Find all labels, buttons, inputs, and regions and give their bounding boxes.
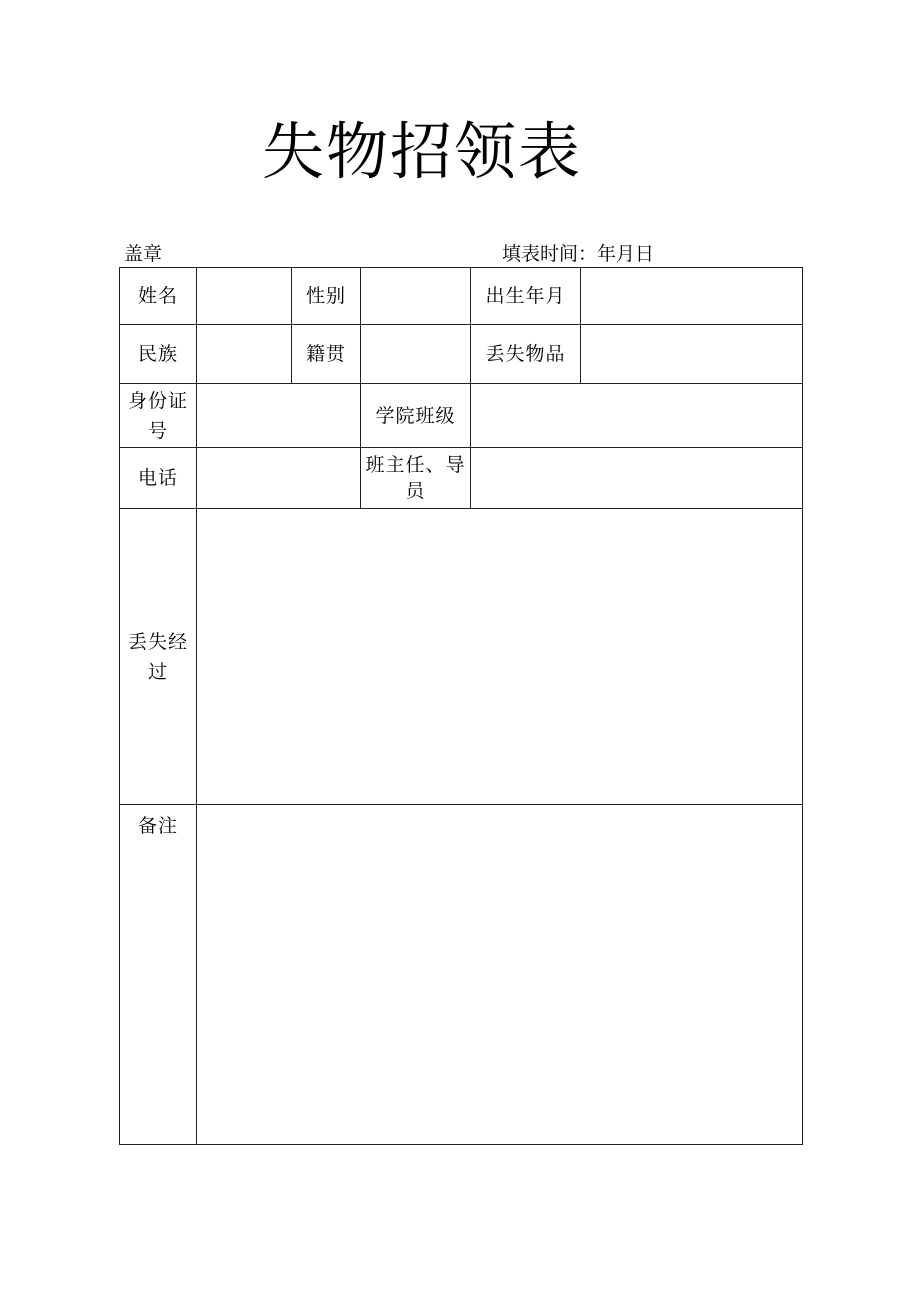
lost-found-form (119, 267, 803, 1145)
gender-field[interactable] (361, 268, 471, 325)
native-place-label: 籍贯 (292, 325, 361, 384)
lost-item-field[interactable] (581, 325, 803, 384)
birth-field[interactable] (581, 268, 803, 325)
loss-details-label: 丢失经过 (120, 509, 197, 805)
page-title: 失物招领表 (262, 115, 583, 188)
loss-details-field[interactable] (197, 509, 803, 805)
date-label: 填表时间：年月日 (502, 243, 655, 265)
native-place-field[interactable] (361, 325, 471, 384)
ethnicity-label: 民族 (120, 325, 197, 384)
phone-label: 电话 (120, 448, 197, 509)
remarks-field[interactable] (197, 805, 803, 1145)
seal-label: 盖章 (124, 243, 163, 265)
college-class-field[interactable] (471, 384, 803, 448)
ethnicity-field[interactable] (197, 325, 292, 384)
gender-label: 性别 (292, 268, 361, 325)
id-number-label: 身份证号 (120, 384, 197, 448)
name-field[interactable] (197, 268, 292, 325)
advisor-label: 班主任、导员 (361, 448, 471, 509)
remarks-label: 备注 (120, 805, 197, 1145)
advisor-field[interactable] (471, 448, 803, 509)
name-label: 姓名 (120, 268, 197, 325)
phone-field[interactable] (197, 448, 361, 509)
college-class-label: 学院班级 (361, 384, 471, 448)
lost-item-label: 丢失物品 (471, 325, 581, 384)
birth-label: 出生年月 (471, 268, 581, 325)
id-number-field[interactable] (197, 384, 361, 448)
